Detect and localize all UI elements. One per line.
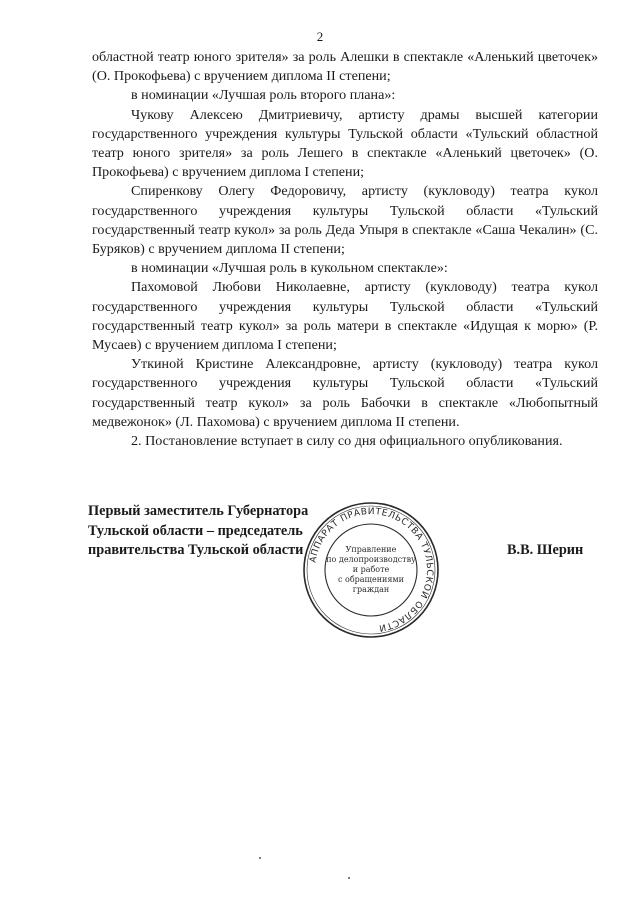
signatory-title-line: Тульской области – председатель [88, 522, 303, 539]
document-body [92, 48, 598, 451]
paragraph-award-utkina: Уткиной Кристине Александровне, артисту (кукловоду) театра кукол государственного учреждения культуры Тульской области «Тульский государственный театр кукол» за роль Бабочки в спектакле «Любопытный медвежонок» (Л. Пахомова) с вручением диплома II степени. [92, 356, 598, 430]
paragraph-nomination-puppet-role: в номинации «Лучшая роль в кукольном спектакле»: [131, 260, 448, 277]
paragraph-award-continuation: областной театр юного зрителя» за роль Алешки в спектакле «Аленький цветочек» (О. Прокофьева) с вручением диплома II степени; [92, 49, 598, 85]
page-number: 2 [316, 29, 324, 44]
seal-icon [301, 500, 441, 640]
scan-speck [259, 857, 261, 859]
svg-text:с обращениями: с обращениями [338, 575, 404, 584]
svg-text:и работе: и работе [352, 565, 390, 574]
scan-speck [348, 877, 350, 879]
svg-text:по делопроизводству: по делопроизводству [326, 555, 416, 564]
official-seal-stamp [301, 500, 441, 640]
seal-center-text [326, 545, 416, 594]
paragraph-award-spirenkov: Спиренкову Олегу Федоровичу, артисту (кукловоду) театра кукол государственного учреждения культуры Тульской области «Тульский государственный театр кукол» за роль Деда Упыря в спектакле «Саша Чекалин» (С. Буряков) с вручением диплома II степени; [92, 183, 598, 258]
paragraph-nomination-supporting-role: в номинации «Лучшая роль второго плана»: [131, 87, 396, 104]
signatory-title-line: правительства Тульской области [88, 542, 304, 558]
signatory-title-line: Первый заместитель Губернатора [88, 503, 309, 519]
svg-text:Управление: Управление [345, 545, 397, 554]
paragraph-award-chukov: Чукову Алексею Дмитриевичу, артисту драмы высшей категории государственного учреждения культуры Тульской области «Тульский областной театр юного зрителя» за роль Лешего в спектакле «Аленький цветочек» (О. Прокофьева) с вручением диплома I степени; [92, 106, 598, 181]
signatory-title [88, 502, 308, 561]
paragraph-effective-date: 2. Постановление вступает в силу со дня официального опубликования. [131, 433, 563, 450]
svg-text:граждан: граждан [352, 585, 390, 594]
seal-ring-text: АППАРАТ ПРАВИТЕЛЬСТВА ТУЛЬСКОЙ ОБЛАСТИ [308, 506, 435, 633]
paragraph-award-pakhomova: Пахомовой Любови Николаевне, артисту (кукловоду) театра кукол государственного учреждения культуры Тульской области «Тульский государственный театр кукол» за роль матери в спектакле «Идущая к морю» (Р. Мусаев) с вручением диплома I степени; [92, 279, 598, 354]
signatory-name: В.В. Шерин [507, 542, 584, 558]
